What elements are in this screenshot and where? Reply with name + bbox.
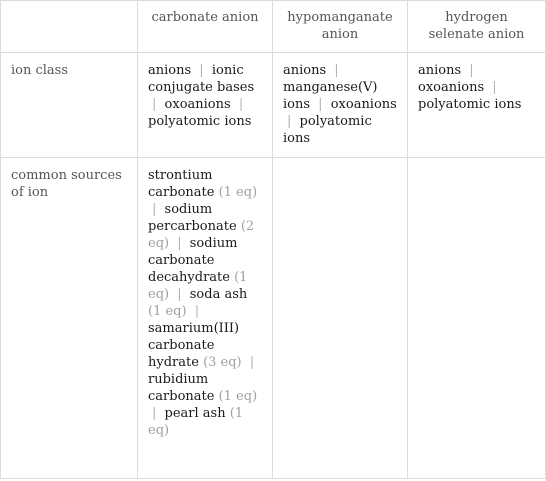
cell-list [138,53,273,158]
list-item: rubidium carbonate [148,372,215,404]
list-item: anions [148,63,192,78]
equivalents-note: (2 eq) [148,219,255,251]
separator: | [469,63,474,78]
separator: | [334,63,339,78]
cell-list [408,158,546,479]
row-header-ion-class: ion class [1,53,138,158]
header-row [1,1,546,53]
cell-list [408,53,546,158]
equivalents-note: (1 eq) [148,304,187,319]
equivalents-note: (1 eq) [218,185,258,200]
list-item: polyatomic ions [283,114,372,146]
equivalents-note: (1 eq) [148,406,244,438]
cell-list [273,53,408,158]
separator: | [152,406,157,421]
list-item: polyatomic ions [148,114,252,129]
separator: | [318,97,323,112]
column-header-hydrogen-selenate: hydrogen selenate anion [408,1,546,53]
list-item: anions [283,63,327,78]
list-item: oxoanions [418,80,485,95]
list-item: sodium carbonate decahydrate [148,236,238,285]
separator: | [287,114,292,129]
cell-list [273,158,408,479]
list-item: anions [418,63,462,78]
separator: | [177,236,182,251]
row-header-common-sources: common sources of ion [1,158,138,479]
list-item: strontium carbonate [148,168,215,200]
cell-list [138,158,273,479]
list-item: sodium percarbonate [148,202,237,234]
list-item: soda ash [189,287,248,302]
list-item: samarium(III) carbonate hydrate [148,321,240,370]
separator: | [249,355,255,370]
separator: | [238,97,244,112]
list-item: pearl ash [164,406,226,421]
list-item: oxoanions [164,97,231,112]
list-item: manganese(V) ions [283,80,378,112]
separator: | [152,97,157,112]
equivalents-note: (1 eq) [148,270,248,302]
table-row-ion-class [1,53,546,158]
column-header-hypomanganate: hypomanganate anion [273,1,408,53]
separator: | [199,63,204,78]
separator: | [177,287,182,302]
list-item: oxoanions [330,97,397,112]
column-header-carbonate: carbonate anion [138,1,273,53]
equivalents-note: (1 eq) [218,389,258,404]
separator: | [152,202,157,217]
list-item: ionic conjugate bases [148,63,255,95]
table-row-common-sources [1,158,546,479]
separator: | [194,304,200,319]
separator: | [492,80,497,95]
corner-cell [1,1,138,53]
equivalents-note: (3 eq) [203,355,242,370]
list-item: polyatomic ions [418,97,522,112]
